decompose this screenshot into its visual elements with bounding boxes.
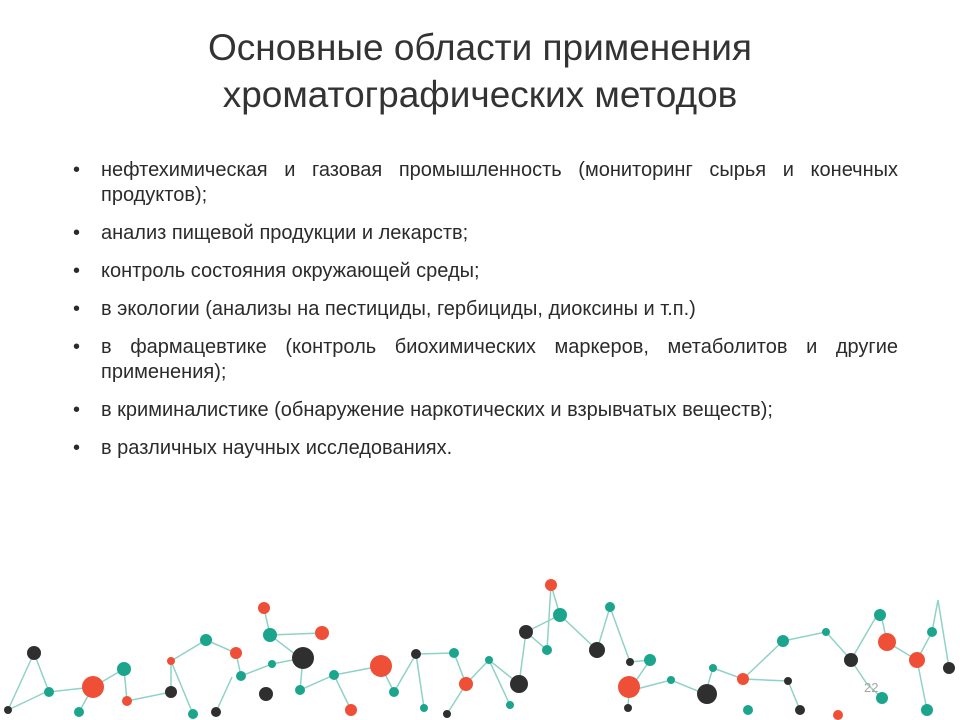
bullet-item: • контроль состояния окружающей среды;: [70, 259, 898, 284]
bullet-item: • анализ пищевой продукции и лекарств;: [70, 221, 898, 246]
bullet-item: • в криминалистике (обнаружение наркотических и взрывчатых веществ);: [70, 398, 898, 423]
title-line-1: Основные области применения: [208, 27, 752, 68]
slide-title: [80, 24, 880, 118]
bullet-item: • в экологии (анализы на пестициды, гербициды, диоксины и т.п.): [70, 297, 898, 322]
bullet-list: [70, 158, 898, 474]
bullet-item: • в фармацевтике (контроль биохимических маркеров, метаболитов и другие применения);: [70, 335, 898, 385]
bullet-item: • нефтехимическая и газовая промышленность (мониторинг сырья и конечных продуктов);: [70, 158, 898, 208]
molecule-network-icon: [0, 560, 960, 720]
title-line-2: хроматографических методов: [222, 74, 738, 115]
bullet-item: • в различных научных исследованиях.: [70, 436, 898, 461]
page-number: 22: [864, 680, 879, 695]
